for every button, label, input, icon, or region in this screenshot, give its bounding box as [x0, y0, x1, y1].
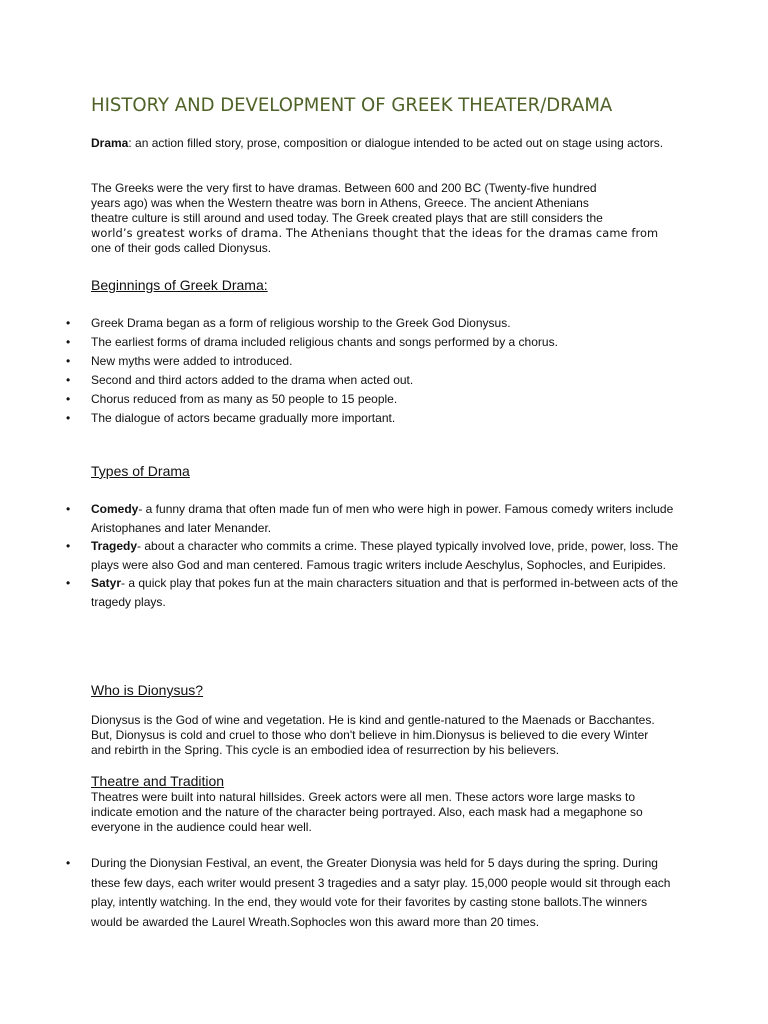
beginnings-list: [0, 314, 768, 428]
theatre-paragraph: Theatres were built into natural hillsides. Greek actors were all men. These actors wore large masks to indicate emotion and the nature of the character being portrayed. Also, each mask had a megaphone so everyone in the audience could hear well.: [91, 790, 643, 834]
type-term: Satyr: [91, 576, 122, 590]
list-item: [0, 314, 681, 333]
bullet-icon: •: [66, 411, 71, 425]
list-item: [0, 854, 681, 932]
drama-definition: [91, 136, 671, 151]
bullet-icon: •: [66, 354, 71, 368]
bullet-icon: •: [66, 539, 71, 553]
page-title: HISTORY AND DEVELOPMENT OF GREEK THEATER/DRAMA: [91, 94, 613, 116]
list-item: [0, 371, 681, 390]
theatre-list: [0, 854, 768, 932]
greeks-line: The Greeks were the very first to have dramas. Between 600 and 200 BC (Twenty-five hundred: [91, 181, 597, 195]
list-item-text: Chorus reduced from as many as 50 people to 15 people.: [91, 392, 398, 406]
bullet-icon: •: [66, 392, 71, 406]
type-text: - about a character who commits a crime. These played typically involved love, pride, power, loss. The plays were also God and man centered. Famous tragic writers include Aeschylus, Sophocles, and Euripides.: [91, 539, 679, 572]
bullet-icon: •: [66, 856, 71, 870]
beginnings-heading: Beginnings of Greek Drama:: [91, 277, 268, 293]
greeks-line: one of their gods called Dionysus.: [91, 241, 272, 255]
type-text: - a quick play that pokes fun at the main characters situation and that is performed in-between acts of the tragedy plays.: [91, 576, 679, 609]
list-item: [0, 574, 681, 611]
list-item-text: During the Dionysian Festival, an event, the Greater Dionysia was held for 5 days during the spring. During these few days, each writer would present 3 tragedies and a satyr play. 15,000 people would sit through each play, intently watching. In the end, they would vote for their favorites by casting stone ballots.The winners would be awarded the Laurel Wreath.Sophocles won this award more than 20 times.: [91, 856, 671, 929]
greeks-paragraph: [91, 181, 671, 256]
types-heading: Types of Drama: [91, 463, 190, 479]
bullet-icon: •: [66, 335, 71, 349]
greeks-line: theatre culture is still around and used today. The Greek created plays that are still considers the: [91, 211, 603, 225]
drama-definition-text: : an action filled story, prose, composition or dialogue intended to be acted out on stage using actors.: [128, 136, 664, 150]
list-item: [0, 390, 681, 409]
types-list: [0, 500, 768, 611]
drama-term: Drama: [91, 136, 129, 150]
greeks-line: years ago) was when the Western theatre was born in Athens, Greece. The ancient Athenians: [91, 196, 589, 210]
bullet-icon: •: [66, 502, 71, 516]
list-item-text: The dialogue of actors became gradually more important.: [91, 411, 396, 425]
list-item: [0, 500, 681, 537]
list-item-text: Second and third actors added to the drama when acted out.: [91, 373, 414, 387]
list-item-text: The earliest forms of drama included religious chants and songs performed by a chorus.: [91, 335, 558, 349]
dionysus-heading: Who is Dionysus?: [91, 682, 204, 698]
bullet-icon: •: [66, 316, 71, 330]
dionysus-paragraph: Dionysus is the God of wine and vegetation. He is kind and gentle-natured to the Maenads or Bacchantes. But, Dionysus is cold and cruel to those who don't believe in him.Dionysus is believed to die every Winter and rebirth in the Spring. This cycle is an embodied idea of resurrection by his believers.: [91, 713, 655, 757]
theatre-heading: Theatre and Tradition: [91, 773, 225, 789]
type-term: Tragedy: [91, 539, 138, 553]
type-term: Comedy: [91, 502, 139, 516]
type-text: - a funny drama that often made fun of men who were high in power. Famous comedy writers include Aristophanes and later Menander.: [91, 502, 674, 535]
list-item-text: Greek Drama began as a form of religious worship to the Greek God Dionysus.: [91, 316, 511, 330]
list-item: [0, 333, 681, 352]
list-item-text: New myths were added to introduced.: [91, 354, 293, 368]
bullet-icon: •: [66, 373, 71, 387]
bullet-icon: •: [66, 576, 71, 590]
list-item: [0, 352, 681, 371]
greeks-line: world’s greatest works of drama. The Athenians thought that the ideas for the dramas came from: [91, 226, 659, 240]
list-item: [0, 409, 681, 428]
list-item: [0, 537, 681, 574]
